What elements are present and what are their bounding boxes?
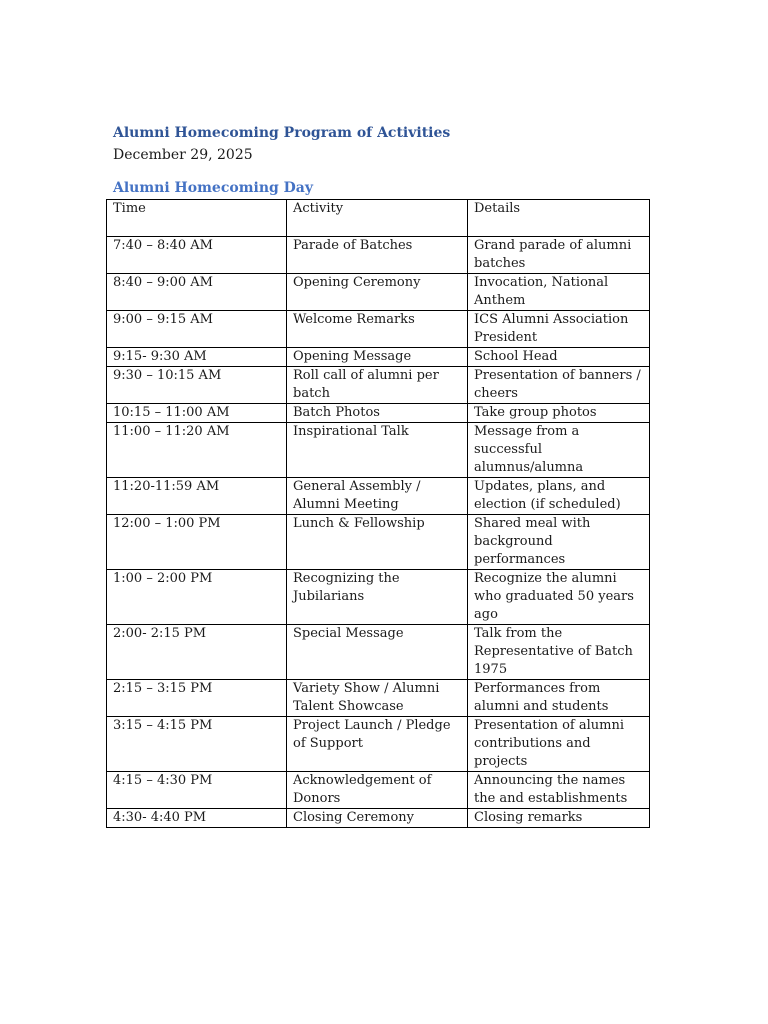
- row-details: Closing remarks: [468, 809, 650, 828]
- row-time: 9:00 – 9:15 AM: [107, 311, 287, 348]
- header-activity: Activity: [287, 200, 468, 237]
- row-time: 11:20-11:59 AM: [107, 478, 287, 515]
- row-activity: Special Message: [287, 625, 468, 680]
- row-details: Shared meal with background performances: [468, 515, 650, 570]
- row-time: 4:30- 4:40 PM: [107, 809, 287, 828]
- row-time: 10:15 – 11:00 AM: [107, 404, 287, 423]
- row-time: 4:15 – 4:30 PM: [107, 772, 287, 809]
- row-time: 2:00- 2:15 PM: [107, 625, 287, 680]
- row-activity: Welcome Remarks: [287, 311, 468, 348]
- row-activity: General Assembly / Alumni Meeting: [287, 478, 468, 515]
- row-time: 3:15 – 4:15 PM: [107, 717, 287, 772]
- row-time: 9:15- 9:30 AM: [107, 348, 287, 367]
- schedule-table-body: [107, 200, 650, 828]
- row-details: Presentation of banners / cheers: [468, 367, 650, 404]
- header-time: Time: [107, 200, 287, 237]
- row-time: 12:00 – 1:00 PM: [107, 515, 287, 570]
- row-details: Announcing the names the and establishments: [468, 772, 650, 809]
- table-row: [107, 478, 650, 515]
- table-row: [107, 423, 650, 478]
- table-row: [107, 515, 650, 570]
- schedule-table: [106, 199, 650, 828]
- table-row: [107, 274, 650, 311]
- row-activity: Opening Message: [287, 348, 468, 367]
- document-title: Alumni Homecoming Program of Activities: [113, 125, 451, 141]
- document-date: December 29, 2025: [113, 147, 253, 163]
- row-activity: Inspirational Talk: [287, 423, 468, 478]
- table-row: [107, 570, 650, 625]
- row-activity: Project Launch / Pledge of Support: [287, 717, 468, 772]
- row-time: 7:40 – 8:40 AM: [107, 237, 287, 274]
- row-details: Updates, plans, and election (if scheduled): [468, 478, 650, 515]
- table-row: [107, 367, 650, 404]
- table-row: [107, 809, 650, 828]
- row-details: School Head: [468, 348, 650, 367]
- row-activity: Closing Ceremony: [287, 809, 468, 828]
- row-details: Presentation of alumni contributions and projects: [468, 717, 650, 772]
- table-row: [107, 237, 650, 274]
- row-details: Take group photos: [468, 404, 650, 423]
- row-activity: Roll call of alumni per batch: [287, 367, 468, 404]
- row-details: Message from a successful alumnus/alumna: [468, 423, 650, 478]
- row-activity: Opening Ceremony: [287, 274, 468, 311]
- row-activity: Parade of Batches: [287, 237, 468, 274]
- row-time: 8:40 – 9:00 AM: [107, 274, 287, 311]
- table-row: [107, 311, 650, 348]
- row-details: Recognize the alumni who graduated 50 years ago: [468, 570, 650, 625]
- row-details: Invocation, National Anthem: [468, 274, 650, 311]
- row-details: ICS Alumni Association President: [468, 311, 650, 348]
- section-heading: Alumni Homecoming Day: [113, 180, 314, 196]
- table-header-row: [107, 200, 650, 237]
- row-activity: Acknowledgement of Donors: [287, 772, 468, 809]
- table-row: [107, 348, 650, 367]
- header-details: Details: [468, 200, 650, 237]
- table-row: [107, 680, 650, 717]
- table-row: [107, 717, 650, 772]
- table-row: [107, 772, 650, 809]
- row-details: Talk from the Representative of Batch 1975: [468, 625, 650, 680]
- row-time: 1:00 – 2:00 PM: [107, 570, 287, 625]
- row-time: 11:00 – 11:20 AM: [107, 423, 287, 478]
- row-time: 2:15 – 3:15 PM: [107, 680, 287, 717]
- row-details: Performances from alumni and students: [468, 680, 650, 717]
- row-details: Grand parade of alumni batches: [468, 237, 650, 274]
- table-row: [107, 625, 650, 680]
- row-activity: Batch Photos: [287, 404, 468, 423]
- row-activity: Variety Show / Alumni Talent Showcase: [287, 680, 468, 717]
- row-activity: Lunch & Fellowship: [287, 515, 468, 570]
- row-activity: Recognizing the Jubilarians: [287, 570, 468, 625]
- row-time: 9:30 – 10:15 AM: [107, 367, 287, 404]
- table-row: [107, 404, 650, 423]
